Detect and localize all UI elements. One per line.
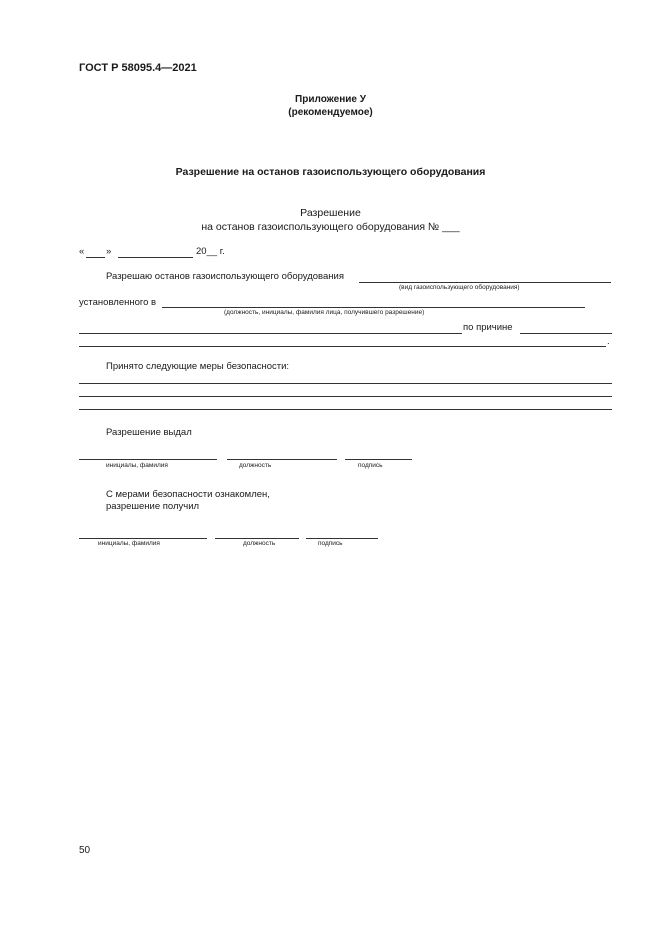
received-position-caption: должность bbox=[243, 540, 276, 547]
form-heading-line1: Разрешение bbox=[300, 207, 361, 219]
received-label-line2: разрешение получил bbox=[106, 501, 200, 512]
measures-field-2[interactable] bbox=[79, 396, 612, 397]
page-number: 50 bbox=[79, 845, 91, 856]
reason-label: по причине bbox=[463, 322, 513, 333]
annex-block bbox=[0, 93, 661, 119]
issued-name-field[interactable] bbox=[79, 459, 217, 460]
installed-location-field[interactable] bbox=[162, 307, 585, 308]
issued-position-field[interactable] bbox=[227, 459, 337, 460]
received-name-field[interactable] bbox=[79, 538, 207, 539]
received-label-line1: С мерами безопасности ознакомлен, bbox=[106, 489, 270, 500]
received-signature-caption: подпись bbox=[318, 540, 343, 547]
permit-text: Разрешаю останов газоиспользующего оборудования bbox=[106, 271, 344, 282]
person-name-field[interactable] bbox=[79, 333, 462, 334]
issued-by-label: Разрешение выдал bbox=[106, 427, 192, 438]
issued-signature-field[interactable] bbox=[345, 459, 412, 460]
measures-label: Принято следующие меры безопасности: bbox=[106, 361, 290, 372]
issued-name-caption: инициалы, фамилия bbox=[106, 462, 168, 469]
date-day-field[interactable] bbox=[86, 257, 105, 258]
reason-period: . bbox=[607, 336, 610, 347]
annex-title: Приложение У bbox=[295, 94, 366, 105]
received-name-caption: инициалы, фамилия bbox=[98, 540, 160, 547]
person-caption: (должность, инициалы, фамилия лица, получившего разрешение) bbox=[224, 309, 425, 316]
measures-field-1[interactable] bbox=[79, 383, 612, 384]
reason-field-1[interactable] bbox=[520, 333, 612, 334]
received-position-field[interactable] bbox=[215, 538, 299, 539]
date-month-field[interactable] bbox=[118, 257, 193, 258]
form-heading-line2: на останов газоиспользующего оборудования № ___ bbox=[201, 221, 460, 233]
form-heading bbox=[0, 206, 661, 234]
issued-position-caption: должность bbox=[239, 462, 272, 469]
standard-code: ГОСТ Р 58095.4—2021 bbox=[79, 62, 197, 74]
date-close-quote: » bbox=[106, 246, 112, 257]
reason-field-2[interactable] bbox=[79, 346, 606, 347]
received-signature-field[interactable] bbox=[306, 538, 378, 539]
date-year: 20__ г. bbox=[196, 246, 225, 257]
annex-status: (рекомендуемое) bbox=[288, 107, 373, 118]
date-open-quote: « bbox=[79, 246, 85, 257]
document-title: Разрешение на останов газоиспользующего оборудования bbox=[175, 166, 486, 178]
measures-field-3[interactable] bbox=[79, 409, 612, 410]
equipment-type-field[interactable] bbox=[359, 282, 611, 283]
equipment-caption: (вид газоиспользующего оборудования) bbox=[399, 284, 520, 291]
issued-signature-caption: подпись bbox=[358, 462, 383, 469]
installed-in-label: установленного в bbox=[79, 297, 157, 308]
